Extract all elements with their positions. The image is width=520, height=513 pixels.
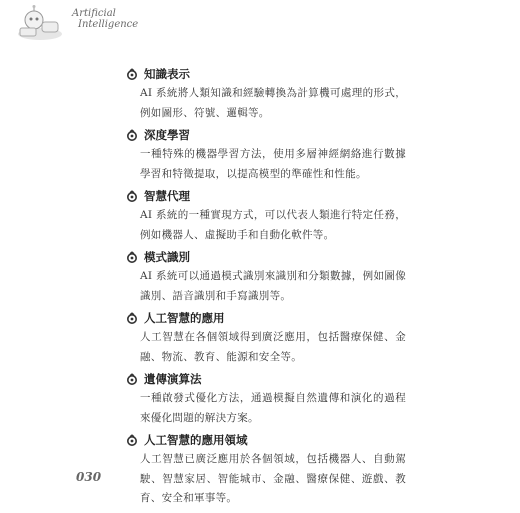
ring-bullet-icon xyxy=(126,373,138,385)
entry-description: AI 系統的一種實現方式，可以代表人類進行特定任務，例如機器人、虛擬助手和自動化軟件等。 xyxy=(140,209,406,241)
ring-bullet-icon xyxy=(126,434,138,446)
glossary-content xyxy=(126,66,406,513)
glossary-entry xyxy=(126,127,406,184)
entry-term-label: 深度學習 xyxy=(144,128,190,142)
glossary-entry xyxy=(126,432,406,509)
robot-mascot-icon xyxy=(12,4,72,44)
page-number: 030 xyxy=(76,470,102,484)
glossary-entry xyxy=(126,310,406,367)
ring-bullet-icon xyxy=(126,190,138,202)
entry-term xyxy=(126,310,406,326)
entry-term xyxy=(126,432,406,448)
ring-bullet-icon xyxy=(126,68,138,80)
brand-line-2: Intelligence xyxy=(78,19,139,30)
entry-term xyxy=(126,249,406,265)
brand-title xyxy=(72,8,138,30)
entry-term-label: 知識表示 xyxy=(144,67,190,81)
ring-bullet-icon xyxy=(126,251,138,263)
glossary-entry xyxy=(126,249,406,306)
entry-term xyxy=(126,127,406,143)
entry-description: 一種啟發式優化方法，通過模擬自然遺傳和演化的過程來優化問題的解決方案。 xyxy=(140,392,406,424)
entry-description: AI 系統可以通過模式識別來識別和分類數據，例如圖像識別、語音識別和手寫識別等。 xyxy=(140,270,406,302)
entry-term-label: 模式識別 xyxy=(144,250,190,264)
entry-term xyxy=(126,371,406,387)
ring-bullet-icon xyxy=(126,312,138,324)
glossary-entry xyxy=(126,66,406,123)
ring-bullet-icon xyxy=(126,129,138,141)
brand-line-1: Artificial xyxy=(72,8,116,19)
entry-description: 一種特殊的機器學習方法，使用多層神經網絡進行數據學習和特徵提取，以提高模型的準確性和性能。 xyxy=(140,148,406,180)
entry-term-label: 遺傳演算法 xyxy=(144,372,202,386)
glossary-entry xyxy=(126,188,406,245)
entry-term xyxy=(126,66,406,82)
entry-term-label: 人工智慧的應用 xyxy=(144,311,225,325)
page-header xyxy=(12,4,212,44)
entry-description: AI 系統將人類知識和經驗轉換為計算機可處理的形式，例如圖形、符號、邏輯等。 xyxy=(140,87,406,119)
entry-term-label: 人工智慧的應用領域 xyxy=(144,433,248,447)
glossary-entry xyxy=(126,371,406,428)
entry-description: 人工智慧已廣泛應用於各個領域，包括機器人、自動駕駛、智慧家居、智能城市、金融、醫療保健、遊戲、教育、安全和軍事等。 xyxy=(140,453,406,504)
entry-term xyxy=(126,188,406,204)
entry-description: 人工智慧在各個領域得到廣泛應用，包括醫療保健、金融、物流、教育、能源和安全等。 xyxy=(140,331,406,363)
entry-term-label: 智慧代理 xyxy=(144,189,190,203)
